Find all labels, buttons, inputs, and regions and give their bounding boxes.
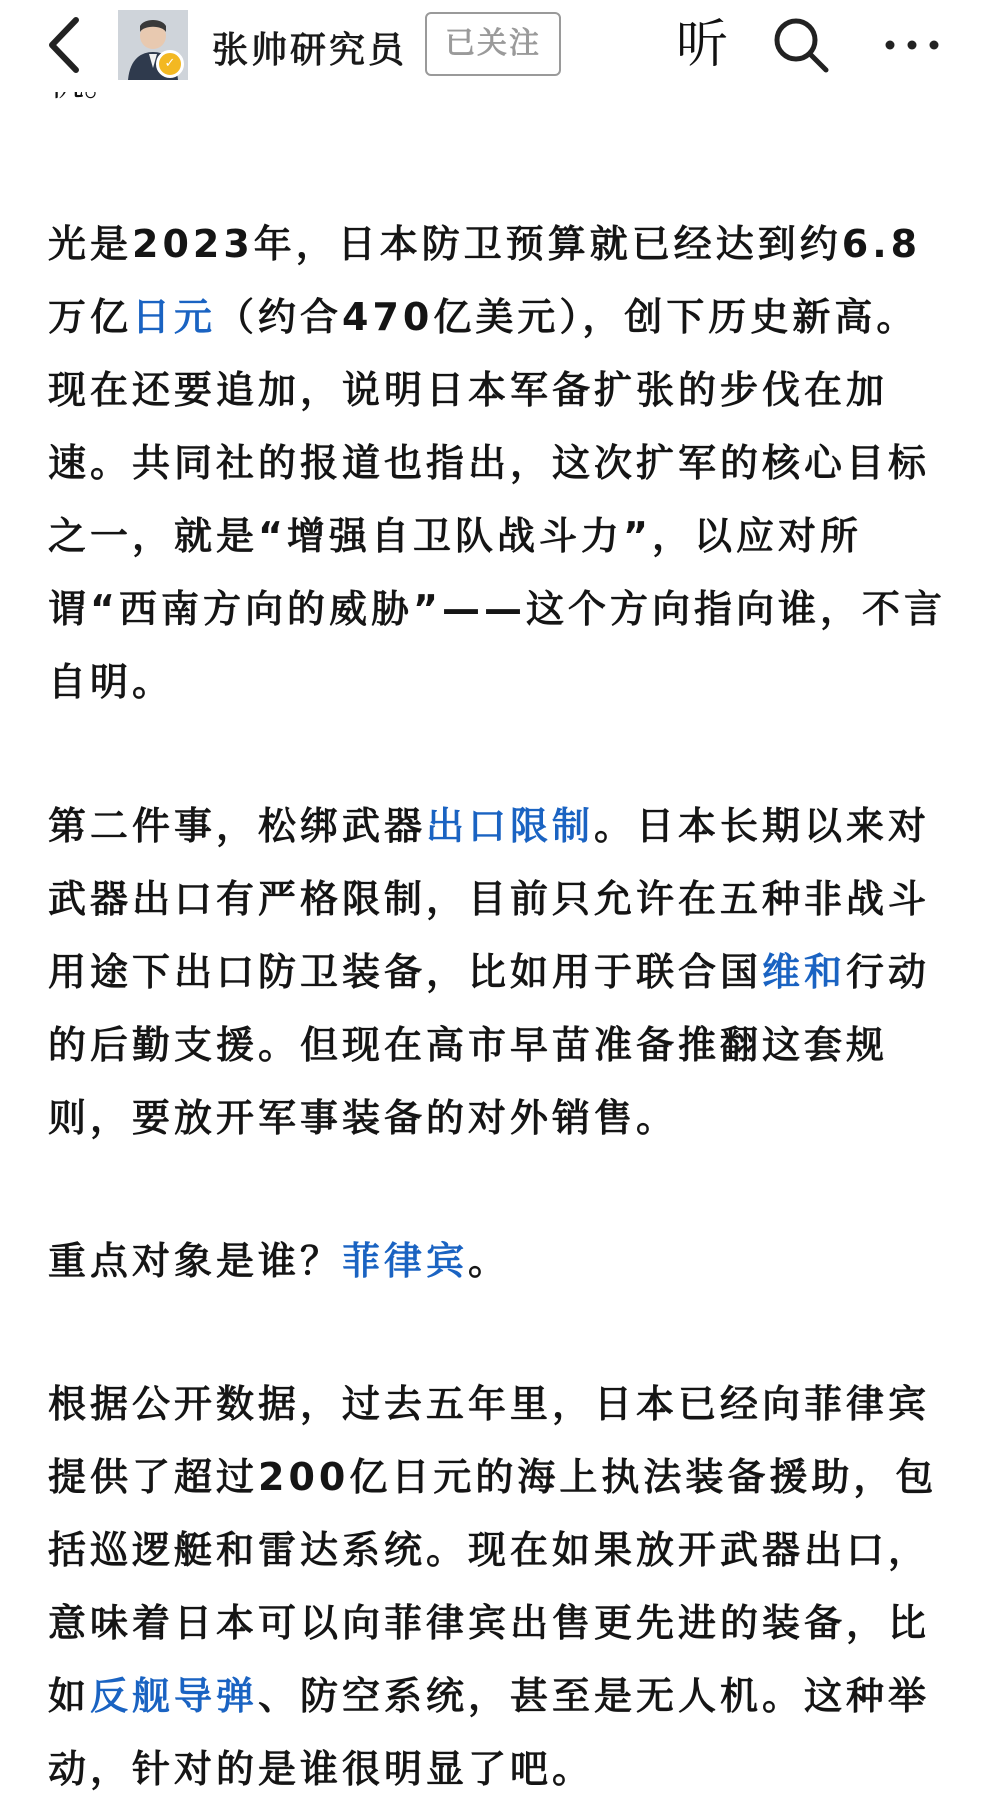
- top-bar: [0, 0, 986, 92]
- chevron-left-icon: [40, 14, 90, 76]
- paragraph-text: 。日本长期以来对武器出口有严格限制，目前只允许在五种非战斗用途下出口防卫装备，比如用于联合国: [48, 804, 931, 994]
- article-paragraph: [48, 790, 948, 1155]
- article-paragraph: [48, 1368, 948, 1806]
- article-paragraph: [48, 1225, 948, 1298]
- paragraph-text: 。: [468, 1239, 511, 1283]
- paragraph-text: 重点对象是谁？: [48, 1239, 343, 1283]
- verified-badge-icon: ✓: [156, 50, 184, 78]
- back-button[interactable]: [40, 14, 90, 76]
- follow-button[interactable]: 已关注: [425, 12, 561, 76]
- paragraph-text: 光是2023年，日本防卫预算就已经达到约6.8万亿: [48, 222, 922, 339]
- more-dots-icon: [882, 20, 942, 70]
- paragraph-text: 根据公开数据，过去五年里，日本已经向菲律宾提供了超过200亿日元的海上执法装备援助，包括巡逻艇和雷达系统。现在如果放开武器出口，意味着日本可以向菲律宾出售更先进的装备，比如: [48, 1382, 938, 1718]
- author-name[interactable]: 张帅研究员: [212, 30, 408, 71]
- search-button[interactable]: [770, 14, 832, 76]
- article-paragraph: [48, 208, 948, 719]
- listen-button[interactable]: 听: [676, 15, 729, 75]
- paragraph-text: 、防空系统，甚至是无人机。这种举动，针对的是谁很明显了吧。: [48, 1674, 931, 1791]
- keyword-link-riyuan[interactable]: 日元: [132, 295, 217, 339]
- keyword-link-philippines[interactable]: 菲律宾: [342, 1239, 469, 1283]
- paragraph-text: （约合470亿美元），创下历史新高。现在还要追加，说明日本军备扩张的步伐在加速。共同社的报道也指出，这次扩军的核心目标之一，就是“增强自卫队战斗力”，以应对所谓“西南方向的威胁”——这个方向指向谁，不言自明。: [48, 295, 946, 704]
- keyword-link-peacekeeping[interactable]: 维和: [762, 950, 847, 994]
- search-icon: [770, 14, 832, 76]
- keyword-link-export-restriction[interactable]: 出口限制: [426, 804, 595, 848]
- paragraph-text: 第二件事，松绑武器: [48, 804, 427, 848]
- paragraph-text: 行动的后勤支援。但现在高市早苗准备推翻这套规则，要放开军事装备的对外销售。: [48, 950, 931, 1140]
- keyword-link-anti-ship-missile[interactable]: 反舰导弹: [90, 1674, 259, 1718]
- more-button[interactable]: [882, 20, 942, 70]
